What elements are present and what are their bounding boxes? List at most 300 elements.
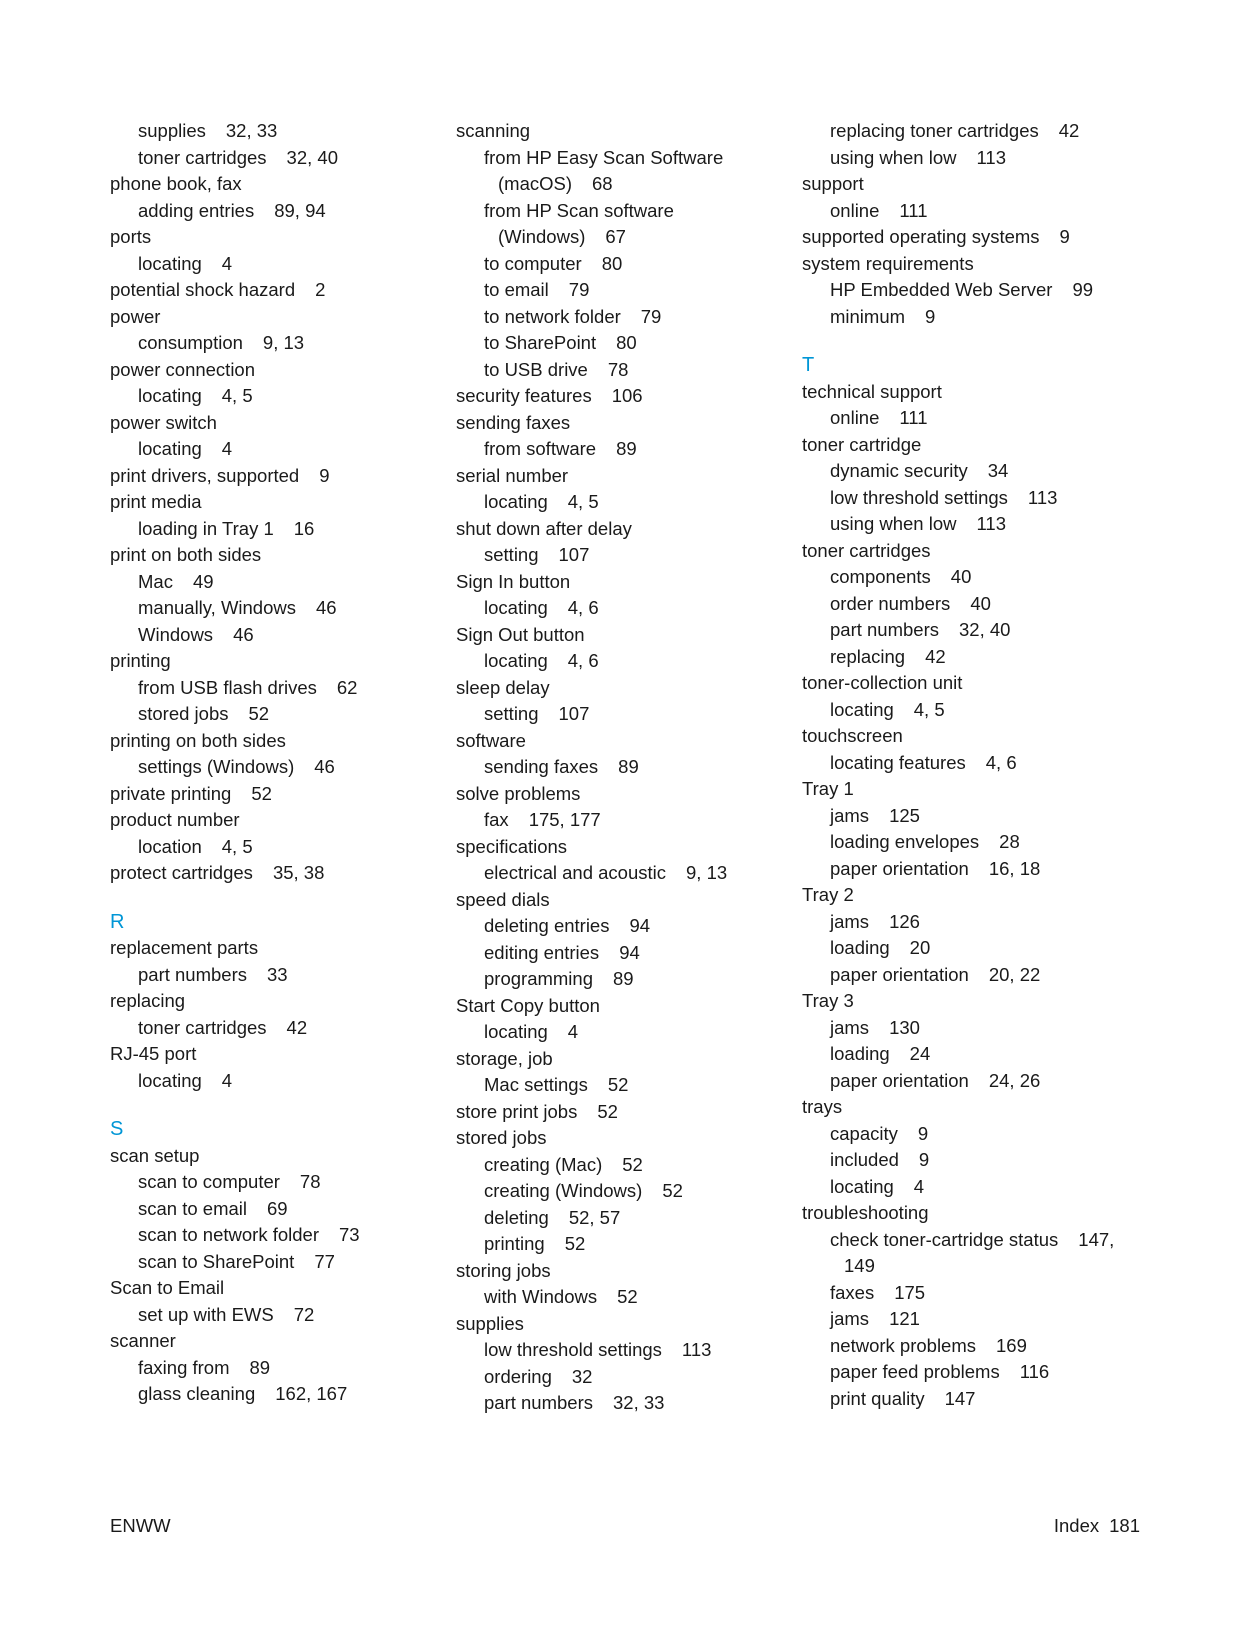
index-subentry [110, 145, 440, 172]
index-subentry [802, 1015, 1142, 1042]
entry-term: using when low [830, 513, 957, 534]
index-column-2 [456, 118, 796, 1417]
entry-term: scan to SharePoint [138, 1250, 295, 1272]
entry-page-refs: 94 [629, 915, 651, 936]
index-subentry [802, 1359, 1142, 1386]
entry-page-refs: 4 [913, 1175, 925, 1197]
index-entry [456, 1258, 796, 1285]
entry-page-refs: 89, 94 [274, 199, 326, 221]
entry-term: storing jobs [456, 1259, 551, 1281]
entry-page-refs: 162, 167 [275, 1383, 348, 1404]
entry-term: storage, job [456, 1047, 553, 1069]
entry-term: settings (Windows) [138, 756, 295, 777]
index-subentry [802, 909, 1142, 936]
entry-term: order numbers [830, 592, 951, 614]
entry-term: scanning [456, 120, 531, 141]
index-entry [456, 1046, 796, 1073]
entry-term: Windows [138, 623, 214, 645]
index-subentry [110, 383, 440, 410]
entry-term: store print jobs [456, 1100, 578, 1122]
entry-page-refs: 9 [917, 1122, 929, 1144]
entry-term: locating [484, 1021, 548, 1042]
entry-term: RJ-45 port [110, 1043, 197, 1064]
entry-term: ordering [484, 1365, 552, 1387]
index-entry [110, 1275, 440, 1302]
entry-term: part numbers [138, 963, 247, 985]
entry-page-refs: 89 [616, 438, 637, 459]
entry-term: locating [138, 385, 202, 406]
entry-page-refs: 52 [564, 1233, 586, 1254]
entry-term: supplies [456, 1312, 524, 1334]
index-subentry [456, 1284, 796, 1311]
index-subentry [456, 489, 796, 516]
entry-term: locating [484, 491, 548, 512]
entry-page-refs: 32, 33 [225, 120, 278, 141]
entry-page-refs: 79 [640, 305, 662, 327]
entry-page-refs: 69 [267, 1197, 288, 1219]
entry-page-refs: 52 [607, 1074, 629, 1095]
entry-term: jams [830, 1016, 870, 1038]
index-entry [456, 516, 796, 543]
entry-term: programming [484, 968, 593, 989]
entry-term: setting [484, 703, 539, 724]
entry-term: location [138, 835, 202, 857]
index-subentry [456, 966, 796, 993]
entry-term: manually, Windows [138, 597, 296, 618]
index-entry [110, 277, 440, 304]
entry-page-refs: 40 [970, 592, 991, 614]
index-subentry [802, 277, 1142, 304]
index-entry [802, 988, 1142, 1015]
index-subentry [802, 145, 1142, 172]
index-subentry [456, 1019, 796, 1046]
entry-page-refs: 4, 6 [985, 751, 1017, 773]
entry-term: scan setup [110, 1144, 200, 1166]
entry-term: solve problems [456, 782, 581, 804]
entry-page-refs: 4, 6 [567, 650, 599, 671]
entry-term: setting [484, 544, 539, 565]
entry-term: faxing from [138, 1356, 230, 1378]
entry-page-refs: 33 [267, 963, 288, 985]
index-subentry [456, 251, 796, 278]
entry-term: toner cartridges [138, 1016, 267, 1038]
entry-page-refs: 78 [607, 358, 629, 380]
index-entry [456, 834, 796, 861]
entry-term: loading in Tray 1 [138, 517, 274, 539]
entry-page-refs: 46 [314, 756, 335, 777]
index-subentry [802, 1306, 1142, 1333]
entry-term: printing [110, 650, 171, 671]
entry-term: low threshold settings [484, 1339, 662, 1360]
entry-term: software [456, 729, 526, 751]
entry-term: included [830, 1149, 899, 1170]
index-subentry [456, 1072, 796, 1099]
entry-term: (macOS) [498, 173, 572, 194]
index-entry [802, 1200, 1142, 1227]
entry-term: part numbers [484, 1392, 593, 1413]
entry-term: locating [138, 252, 202, 274]
entry-term: scanner [110, 1330, 176, 1351]
index-column-1 [110, 118, 440, 1408]
entry-term: locating [484, 597, 548, 618]
entry-term: product number [110, 809, 240, 830]
entry-page-refs: 4, 6 [567, 597, 599, 618]
index-subentry [802, 1121, 1142, 1148]
entry-term: speed dials [456, 888, 550, 910]
entry-term: troubleshooting [802, 1202, 929, 1223]
index-entry [110, 860, 440, 887]
entry-page-refs: 52 [597, 1100, 618, 1122]
index-entry [802, 723, 1142, 750]
entry-term: specifications [456, 835, 568, 857]
index-subentry [456, 277, 796, 304]
entry-term: locating [830, 698, 894, 720]
entry-term: from software [484, 438, 597, 459]
index-subentry [802, 118, 1142, 145]
index-subentry [802, 485, 1142, 512]
entry-term: online [830, 407, 880, 428]
index-subentry [456, 542, 796, 569]
entry-term: network problems [830, 1334, 977, 1356]
index-subentry [110, 622, 440, 649]
entry-term: deleting entries [484, 915, 610, 936]
entry-term: system requirements [802, 252, 974, 274]
entry-page-refs: 106 [611, 385, 643, 406]
entry-page-refs: 99 [1072, 279, 1094, 300]
entry-page-refs: 35, 38 [272, 862, 325, 883]
entry-term: loading [830, 1043, 890, 1064]
entry-term: trays [802, 1096, 843, 1117]
index-subentry [110, 1169, 440, 1196]
entry-page-refs: 4, 5 [913, 698, 945, 720]
entry-term: scan to computer [138, 1171, 280, 1192]
entry-page-refs: 89 [613, 968, 634, 989]
index-subentry [456, 1231, 796, 1258]
index-entry [110, 1041, 440, 1068]
index-subentry [456, 171, 796, 198]
index-entry [456, 675, 796, 702]
index-subentry [110, 1015, 440, 1042]
index-subentry [802, 405, 1142, 432]
index-subentry [802, 1280, 1142, 1307]
index-entry [456, 728, 796, 755]
index-subentry [802, 1147, 1142, 1174]
entry-term: electrical and acoustic [484, 862, 667, 883]
entry-term: Tray 3 [802, 990, 854, 1011]
entry-page-refs: 42 [286, 1016, 308, 1038]
index-subentry [110, 1355, 440, 1382]
entry-page-refs: 40 [950, 566, 972, 587]
index-subentry [802, 697, 1142, 724]
entry-page-refs: 46 [316, 597, 337, 618]
index-entry [802, 432, 1142, 459]
entry-term: sleep delay [456, 676, 550, 698]
index-subentry [110, 516, 440, 543]
entry-term: Tray 2 [802, 884, 854, 905]
index-entry [110, 489, 440, 516]
index-subentry [802, 1174, 1142, 1201]
index-subentry [456, 198, 796, 225]
entry-term: Mac settings [484, 1074, 588, 1095]
entry-page-refs: 113 [1027, 486, 1058, 508]
entry-term: faxes [830, 1281, 875, 1303]
entry-page-refs: 9, 13 [262, 332, 305, 353]
entry-page-refs: 111 [899, 407, 928, 428]
entry-term: glass cleaning [138, 1383, 256, 1404]
entry-term: paper orientation [830, 963, 969, 985]
entry-term: paper orientation [830, 857, 969, 879]
index-entry [456, 383, 796, 410]
entry-term: HP Embedded Web Server [830, 279, 1053, 300]
entry-term: scan to email [138, 1197, 247, 1219]
index-entry [110, 935, 440, 962]
entry-page-refs: 107 [558, 703, 590, 724]
index-subentry [110, 1068, 440, 1095]
entry-term: locating [138, 1069, 202, 1091]
entry-page-refs: 4 [221, 252, 233, 274]
entry-page-refs: 4 [567, 1021, 579, 1042]
footer-section-label: Index [1053, 1515, 1100, 1536]
entry-page-refs: 9 [918, 1149, 930, 1170]
entry-page-refs: 111 [899, 199, 928, 221]
entry-term: stored jobs [456, 1127, 547, 1148]
entry-page-refs: 34 [987, 460, 1009, 481]
entry-term: serial number [456, 464, 569, 486]
entry-page-refs: 52 [622, 1153, 643, 1175]
index-subentry [802, 1253, 1142, 1280]
index-subentry [456, 1390, 796, 1417]
entry-page-refs: 79 [568, 279, 590, 300]
entry-term: touchscreen [802, 725, 903, 746]
entry-page-refs: 130 [889, 1016, 920, 1038]
index-subentry [802, 1386, 1142, 1413]
index-entry [802, 670, 1142, 697]
index-subentry [802, 829, 1142, 856]
entry-page-refs: 32, 40 [286, 146, 338, 168]
entry-term: security features [456, 385, 592, 406]
entry-page-refs: 4, 5 [221, 835, 253, 857]
index-subentry [456, 913, 796, 940]
index-subentry [456, 145, 796, 172]
index-subentry [456, 357, 796, 384]
entry-term: replacing [110, 990, 186, 1011]
index-subentry [802, 935, 1142, 962]
entry-page-refs: 147, [1078, 1228, 1115, 1250]
entry-page-refs: 116 [1019, 1361, 1050, 1382]
entry-page-refs: 113 [976, 146, 1006, 168]
index-subentry [456, 304, 796, 331]
entry-term: power [110, 305, 161, 327]
entry-term: check toner-cartridge status [830, 1228, 1059, 1250]
index-subentry [110, 675, 440, 702]
entry-term: (Windows) [498, 226, 586, 247]
entry-term: Scan to Email [110, 1277, 225, 1298]
index-subentry [110, 701, 440, 728]
index-subentry [110, 330, 440, 357]
entry-page-refs: 68 [592, 173, 613, 194]
entry-term: Sign In button [456, 570, 571, 592]
entry-term: to USB drive [484, 358, 588, 380]
entry-term: deleting [484, 1206, 549, 1228]
entry-page-refs: 62 [336, 676, 358, 698]
entry-term: locating [484, 650, 548, 671]
index-entry [802, 251, 1142, 278]
entry-term: Start Copy button [456, 994, 600, 1016]
entry-term: technical support [802, 380, 942, 402]
entry-page-refs: 32, 33 [613, 1392, 665, 1413]
entry-term: part numbers [830, 619, 939, 640]
index-subentry [110, 198, 440, 225]
entry-page-refs: 4, 5 [567, 491, 599, 512]
entry-term: print on both sides [110, 544, 262, 565]
entry-page-refs: 20 [909, 937, 931, 958]
entry-term: loading [830, 937, 890, 958]
index-entry [110, 171, 440, 198]
entry-page-refs: 121 [889, 1308, 920, 1329]
index-subentry [110, 1381, 440, 1408]
index-entry [110, 1143, 440, 1170]
index-subentry [456, 648, 796, 675]
index-subentry [802, 856, 1142, 883]
entry-term: toner cartridge [802, 433, 922, 455]
entry-term: Tray 1 [802, 778, 854, 799]
index-subentry [456, 224, 796, 251]
index-subentry [456, 701, 796, 728]
index-subentry [802, 591, 1142, 618]
entry-term: capacity [830, 1122, 898, 1144]
entry-page-refs: 78 [299, 1171, 321, 1192]
index-subentry [456, 1337, 796, 1364]
index-subentry [456, 1178, 796, 1205]
index-entry [110, 781, 440, 808]
entry-term: creating (Windows) [484, 1180, 643, 1201]
index-subentry [110, 118, 440, 145]
entry-page-refs: 42 [925, 645, 946, 667]
entry-term: supported operating systems [802, 226, 1040, 247]
entry-page-refs: 32 [571, 1365, 593, 1387]
entry-term: support [802, 173, 864, 194]
footer-left: ENWW [110, 1515, 171, 1536]
entry-term: private printing [110, 782, 232, 804]
entry-page-refs: 169 [996, 1334, 1027, 1356]
entry-term: toner cartridges [138, 146, 267, 168]
index-subentry [456, 330, 796, 357]
entry-page-refs: 80 [601, 252, 623, 274]
entry-term: replacement parts [110, 937, 259, 958]
entry-page-refs: 175 [894, 1281, 926, 1303]
entry-term: dynamic security [830, 460, 968, 481]
entry-term: from HP Easy Scan Software [484, 146, 724, 168]
entry-term: minimum [830, 305, 906, 327]
entry-term: locating features [830, 751, 966, 773]
index-subentry [802, 617, 1142, 644]
entry-term: print quality [830, 1387, 925, 1409]
entry-page-refs: 9 [1059, 226, 1070, 247]
entry-page-refs: 9, 13 [686, 862, 728, 883]
entry-term: from HP Scan software [484, 199, 674, 221]
entry-term: creating (Mac) [484, 1153, 603, 1175]
entry-term: locating [138, 438, 202, 459]
index-subentry [802, 1041, 1142, 1068]
index-subentry [802, 1333, 1142, 1360]
index-entry [456, 1311, 796, 1338]
entry-term: online [830, 199, 880, 221]
index-entry [110, 807, 440, 834]
index-column-3 [802, 118, 1142, 1412]
entry-page-refs: 4, 5 [221, 385, 253, 406]
entry-page-refs: 2 [315, 279, 326, 300]
entry-page-refs: 9 [925, 305, 936, 327]
index-subentry [456, 1152, 796, 1179]
index-subentry [802, 564, 1142, 591]
entry-term: consumption [138, 332, 243, 353]
index-subentry [456, 1205, 796, 1232]
index-entry [456, 569, 796, 596]
entry-term: from USB flash drives [138, 676, 317, 698]
entry-page-refs: 94 [619, 941, 640, 963]
entry-page-refs: 89 [618, 756, 639, 777]
entry-page-refs: 113 [976, 513, 1006, 534]
entry-term: loading envelopes [830, 831, 980, 852]
entry-page-refs: 28 [999, 831, 1020, 852]
index-subentry [110, 1222, 440, 1249]
index-subentry [802, 304, 1142, 331]
entry-page-refs: 4 [221, 438, 233, 459]
index-entry [802, 1094, 1142, 1121]
index-subentry [802, 644, 1142, 671]
entry-page-refs: 9 [319, 464, 330, 486]
index-entry [802, 776, 1142, 803]
entry-page-refs: 147 [944, 1387, 976, 1409]
entry-term: locating [830, 1175, 894, 1197]
entry-term: low threshold settings [830, 486, 1008, 508]
entry-term: to computer [484, 252, 582, 274]
index-subentry [456, 807, 796, 834]
index-subentry [110, 1196, 440, 1223]
entry-term: sending faxes [456, 411, 571, 433]
entry-term: shut down after delay [456, 517, 632, 539]
entry-term: ports [110, 226, 152, 247]
index-subentry [110, 436, 440, 463]
index-subentry [456, 860, 796, 887]
entry-page-refs: 73 [338, 1224, 360, 1245]
index-subentry [802, 803, 1142, 830]
entry-term: replacing [830, 645, 906, 667]
index-entry [110, 728, 440, 755]
entry-term: jams [830, 910, 870, 932]
entry-page-refs: 107 [558, 544, 590, 565]
entry-page-refs: 16, 18 [988, 857, 1041, 879]
index-subentry [456, 754, 796, 781]
index-subentry [802, 962, 1142, 989]
entry-term: print drivers, supported [110, 464, 300, 486]
index-entry [110, 410, 440, 437]
index-subentry [802, 198, 1142, 225]
entry-page-refs: 24, 26 [988, 1069, 1041, 1091]
index-entry [456, 1099, 796, 1126]
entry-term: using when low [830, 146, 957, 168]
index-letter-heading: T [802, 354, 815, 376]
index-subentry [110, 251, 440, 278]
entry-term: supplies [138, 120, 206, 141]
index-entry [456, 463, 796, 490]
index-entry [110, 1328, 440, 1355]
entry-term: power switch [110, 411, 217, 433]
entry-term: adding entries [138, 199, 255, 221]
entry-term: set up with EWS [138, 1303, 274, 1325]
index-entry [802, 882, 1142, 909]
index-entry [456, 410, 796, 437]
